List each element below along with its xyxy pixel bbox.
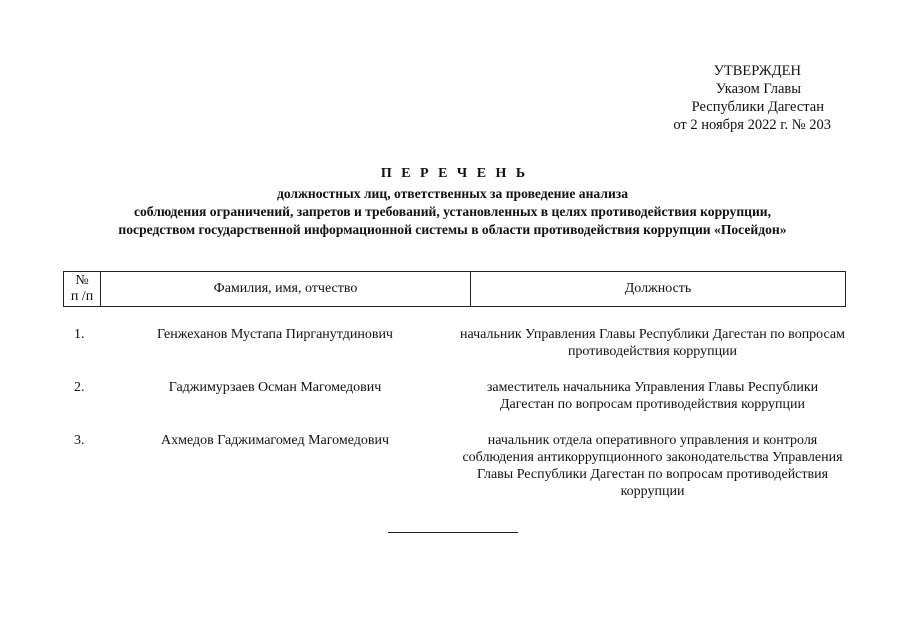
approval-status: УТВЕРЖДЕН — [713, 63, 801, 79]
column-header-number-symbol: № — [75, 273, 89, 288]
table-row — [63, 379, 846, 413]
table-row — [63, 326, 846, 360]
document-heading — [0, 165, 905, 239]
heading-line-3: посредством государственной информационной системы в области противодействия коррупции «Посейдон» — [118, 222, 787, 237]
row-position: начальник отдела оперативного управления и контроля соблюдения антикоррупционного законодательства Управления Главы Республики Дагестан по вопросам противодействия коррупции — [462, 433, 843, 499]
closing-divider — [388, 532, 518, 533]
approval-authority: Республики Дагестан — [691, 99, 824, 115]
heading-line-1: должностных лиц, ответственных за проведение анализа — [276, 186, 629, 201]
approval-date-number: от 2 ноября 2022 г. № 203 — [673, 117, 831, 133]
row-full-name: Гаджимурзаев Осман Магомедович — [168, 380, 382, 395]
row-position: заместитель начальника Управления Главы Республики Дагестан по вопросам противодействия коррупции — [486, 380, 819, 412]
column-header-number — [64, 272, 101, 307]
approval-stamp — [673, 62, 831, 134]
row-number: 1. — [74, 327, 85, 342]
row-full-name: Ахмедов Гаджимагомед Магомедович — [160, 433, 390, 448]
document-title: П Е Р Е Ч Е Н Ь — [380, 166, 529, 181]
heading-line-2: соблюдения ограничений, запретов и требований, установленных в целях противодействия коррупции, — [133, 204, 772, 219]
row-number: 2. — [74, 380, 85, 395]
table-header — [63, 271, 846, 307]
officials-list — [63, 326, 846, 519]
column-header-position: Должность — [471, 272, 846, 307]
row-full-name: Генжеханов Мустапа Пирганутдинович — [157, 327, 393, 342]
approval-decree: Указом Главы — [715, 81, 801, 97]
row-number: 3. — [74, 433, 85, 448]
column-header-number-abbr: п /п — [70, 289, 94, 304]
column-header-name: Фамилия, имя, отчество — [101, 272, 471, 307]
table-row — [63, 432, 846, 500]
row-position: начальник Управления Главы Республики Дагестан по вопросам противодействия коррупции — [459, 327, 845, 359]
